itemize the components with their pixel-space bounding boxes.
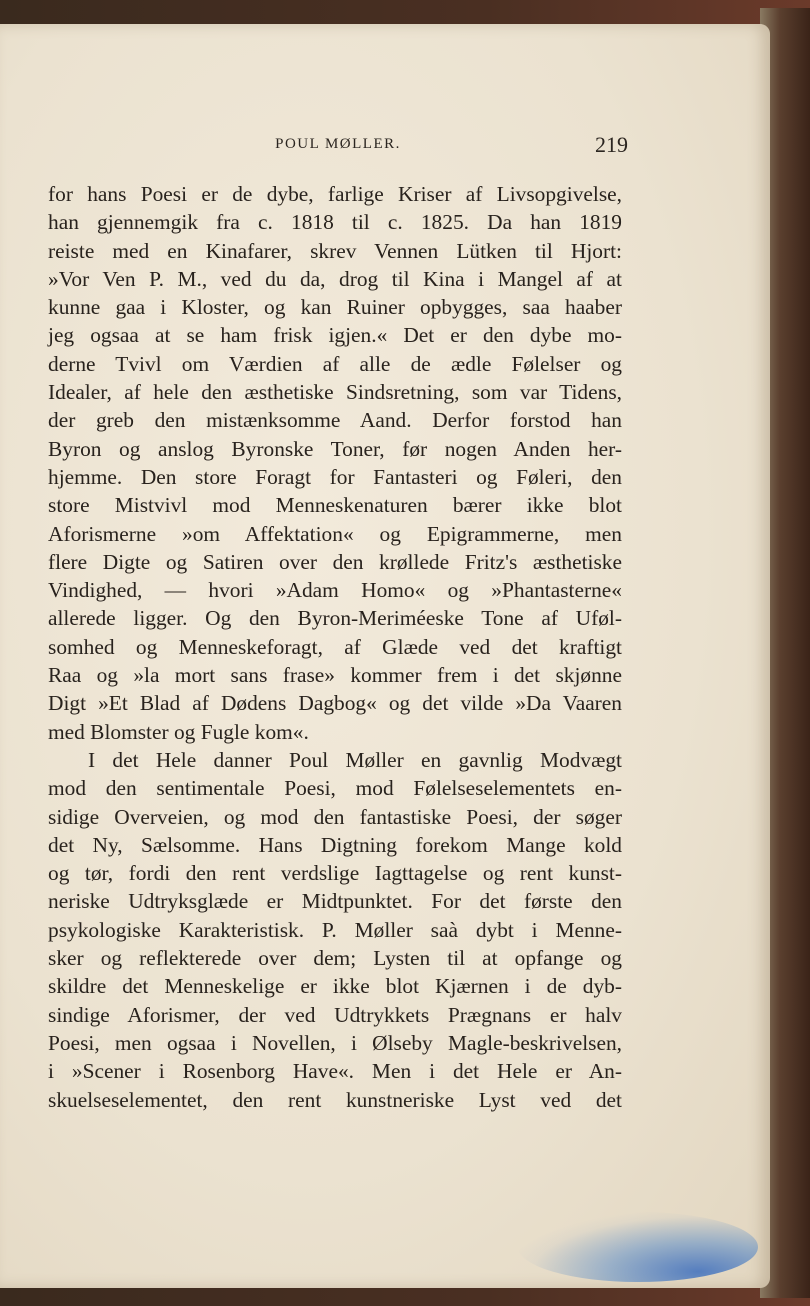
text-line: sker og reflekterede over dem; Lysten til at opfange og <box>48 946 622 971</box>
text-line: og tør, fordi den rent verdslige Iagttagelse og rent kunst- <box>48 861 622 886</box>
text-line: allerede ligger. Og den Byron-Meriméeske Tone af Uføl- <box>48 606 622 631</box>
text-line: mod den sentimentale Poesi, mod Følelseselementets en- <box>48 776 622 801</box>
text-line: jeg ogsaa at se ham frisk igjen.« Det er den dybe mo- <box>48 323 622 348</box>
text-line: psykologiske Karakteristisk. P. Møller saà dybt i Menne- <box>48 917 622 942</box>
text-line: flere Digte og Satiren over den krøllede Fritz's æsthetiske <box>48 549 622 574</box>
text-line: derne Tvivl om Værdien af alle de ædle Følelser og <box>48 351 622 376</box>
water-stain <box>518 1212 758 1282</box>
text-line: somhed og Menneskeforagt, af Glæde ved det kraftigt <box>48 634 622 659</box>
text-line: store Mistvivl mod Menneskenaturen bærer ikke blot <box>48 493 622 518</box>
text-line: han gjennemgik fra c. 1818 til c. 1825. Da han 1819 <box>48 210 622 235</box>
text-line: »Vor Ven P. M., ved du da, drog til Kina i Mangel af at <box>48 266 622 291</box>
body-text <box>48 180 622 1114</box>
text-line: skildre det Menneskelige er ikke blot Kjærnen i de dyb- <box>48 974 622 999</box>
text-line: med Blomster og Fugle kom«. <box>48 719 309 744</box>
text-line: sindige Aforismer, der ved Udtrykkets Prægnans er halv <box>48 1002 622 1027</box>
text-line: i »Scener i Rosenborg Have«. Men i det Hele er An- <box>48 1059 622 1084</box>
text-line: Byron og anslog Byronske Toner, før nogen Anden her- <box>48 436 622 461</box>
text-line: Digt »Et Blad af Dødens Dagbog« og det vilde »Da Vaaren <box>48 691 622 716</box>
text-line: hjemme. Den store Foragt for Fantasteri og Føleri, den <box>48 464 622 489</box>
text-line: Vindighed, — hvori »Adam Homo« og »Phantasterne« <box>48 578 622 603</box>
text-line: reiste med en Kinafarer, skrev Vennen Lütken til Hjort: <box>48 238 622 263</box>
text-line: Aforismerne »om Affektation« og Epigrammerne, men <box>48 521 622 546</box>
text-line: Raa og »la mort sans frase» kommer frem i det skjønne <box>48 663 622 688</box>
text-line: Poesi, men ogsaa i Novellen, i Ølseby Magle-beskrivelsen, <box>48 1030 622 1055</box>
text-line: I det Hele danner Poul Møller en gavnlig Modvægt <box>88 747 622 772</box>
text-line: sidige Overveien, og mod den fantastiske Poesi, der søger <box>48 804 622 829</box>
page-header <box>48 132 628 162</box>
text-line: neriske Udtryksglæde er Midtpunktet. For det første den <box>48 889 622 914</box>
text-line: kunne gaa i Kloster, og kan Ruiner opbygges, saa haaber <box>48 295 622 320</box>
text-line: skuelseselementet, den rent kunstneriske Lyst ved det <box>48 1087 622 1112</box>
text-line: det Ny, Sælsomme. Hans Digtning forekom Mange kold <box>48 832 622 857</box>
text-line: der greb den mistænksomme Aand. Derfor forstod han <box>48 408 622 433</box>
text-line: Idealer, af hele den æsthetiske Sindsretning, som var Tidens, <box>48 380 622 405</box>
text-line: for hans Poesi er de dybe, farlige Kriser af Livsopgivelse, <box>48 182 622 206</box>
page-number: 219 <box>595 132 628 157</box>
running-head: POUL MØLLER. <box>275 136 401 152</box>
